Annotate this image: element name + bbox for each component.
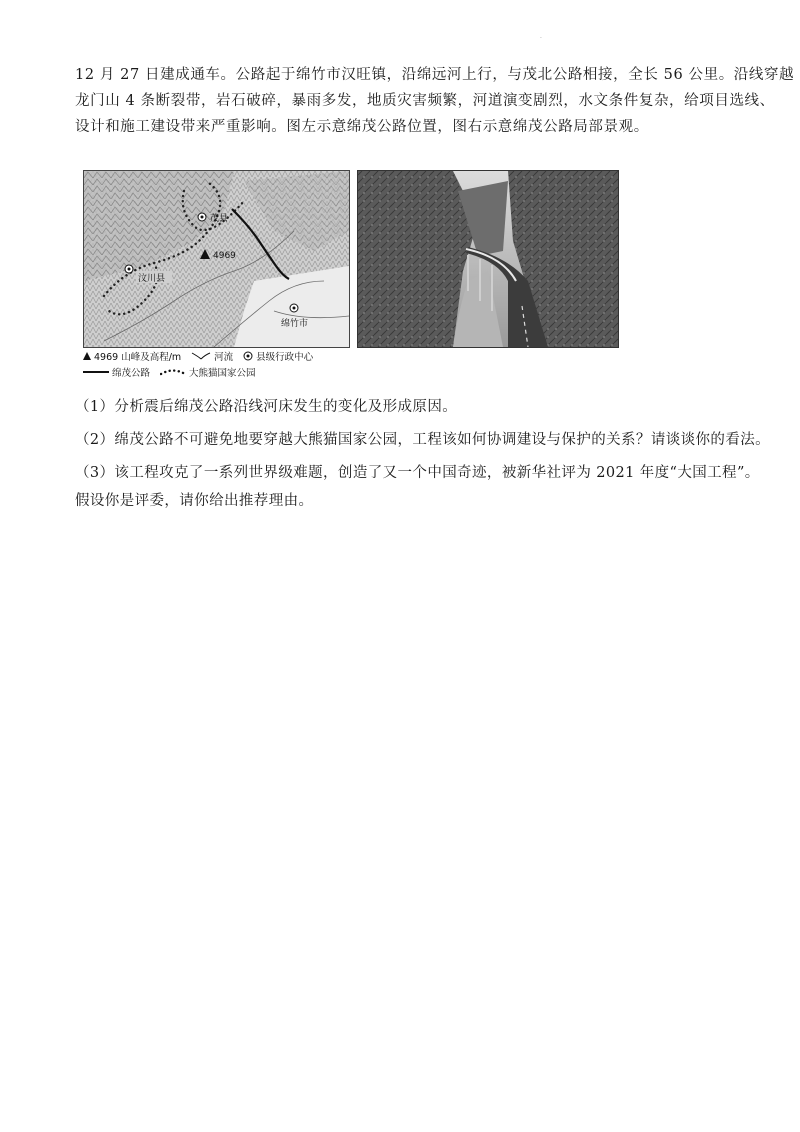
maoxian-marker [198,213,206,221]
legend-park [160,365,256,379]
panda-park-icon [160,367,186,377]
map-legend [83,348,353,380]
mianzhu-marker [290,304,298,312]
peak-elevation-label: 4969 [213,251,236,261]
legend-road-label: 绵茂公路 [112,368,151,379]
legend-county-label: 县级行政中心 [256,352,314,363]
legend-river [191,349,233,363]
road-line-icon [83,369,109,375]
legend-peak-label: 4969 山峰及高程/m [94,352,182,363]
paragraph-line: 设计和施工建设带来严重影响。图左示意绵茂公路位置，图右示意绵茂公路局部景观。 [75,119,649,135]
road-landscape-photo [357,170,619,348]
river-icon [191,351,211,361]
mianzhu-label: 绵竹市 [281,319,309,329]
paragraph-line: 12 月 27 日建成通车。公路起于绵竹市汉旺镇，沿绵远河上行，与茂北公路相接，全长 56 公里。沿线穿越 [75,67,795,83]
question-3: （3）该工程攻克了一系列世界级难题，创造了又一个中国奇迹，被新华社评为 2021 年度“大国工程”。 [75,465,760,481]
question-3-continuation: 假设你是评委，请你给出推荐理由。 [75,493,314,509]
location-map [83,170,350,348]
legend-peak [83,349,181,363]
legend-river-label: 河流 [214,352,234,363]
legend-park-label: 大熊猫国家公园 [189,368,256,379]
photo-svg [358,171,618,347]
legend-county [243,349,313,363]
scan-speck: · [540,35,542,42]
county-center-icon [243,351,253,361]
question-1: （1）分析震后绵茂公路沿线河床发生的变化及形成原因。 [75,399,458,415]
paragraph-line: 龙门山 4 条断裂带，岩石破碎，暴雨多发，地质灾害频繁，河道演变剧烈，水文条件复杂，给项目选线、 [75,93,775,109]
map-svg [84,171,349,347]
wenchuan-label: 汶川县 [138,274,166,284]
legend-row [83,348,353,364]
peak-icon [83,352,91,360]
legend-road [83,365,150,379]
legend-row [83,364,353,380]
intro-paragraph [75,62,795,140]
question-2: （2）绵茂公路不可避免地要穿越大熊猫国家公园，工程该如何协调建设与保护的关系？请谈谈你的看法。 [75,432,771,448]
maoxian-label: 茂县 [210,214,229,224]
wenchuan-marker [125,265,133,273]
